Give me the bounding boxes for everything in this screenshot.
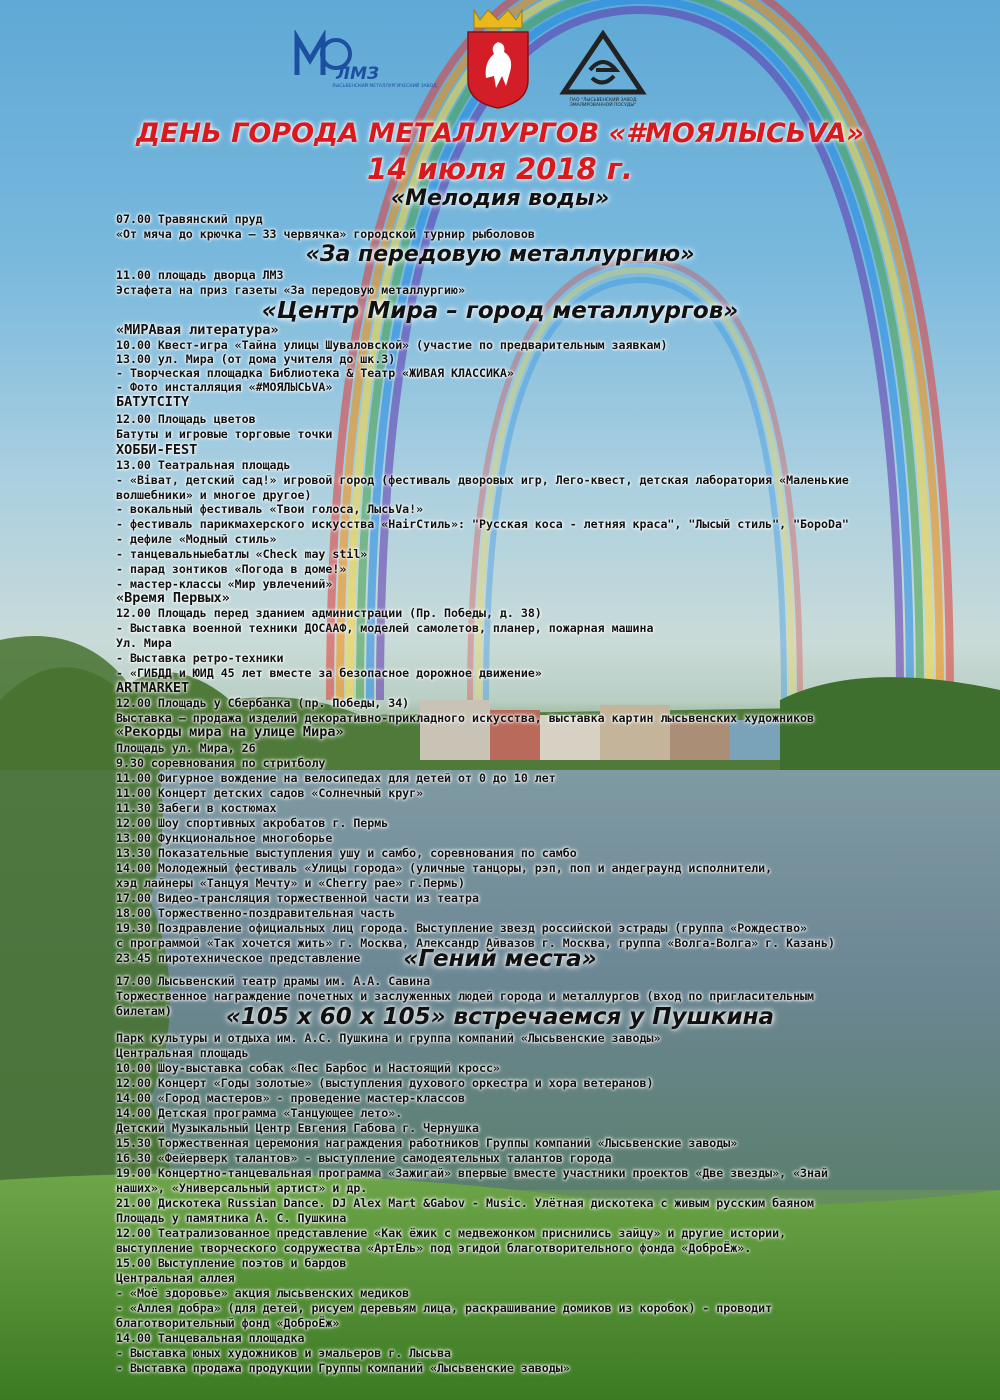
section-heading-melody: «Мелодия воды» bbox=[390, 186, 610, 211]
schedule-line: 12.00 Шоу спортивных акробатов г. Пермь bbox=[116, 816, 389, 830]
schedule-line: 9.30 соревнования по стритболу bbox=[116, 756, 326, 770]
schedule-line: Батуты и игровые торговые точки bbox=[116, 427, 333, 441]
schedule-line: Площадь ул. Мира, 26 bbox=[116, 741, 256, 755]
subsection-title: ХОББИ-FEST bbox=[116, 442, 198, 458]
schedule-line: Ул. Мира bbox=[116, 636, 172, 650]
schedule-line: 11.00 Концерт детских садов «Солнечный круг» bbox=[116, 786, 424, 800]
enamel-factory-icon bbox=[548, 30, 658, 96]
schedule-line: 23.45 пиротехническое представление bbox=[116, 951, 361, 965]
schedule-line: 17.00 Видео-трансляция торжественной части из театра bbox=[116, 891, 479, 905]
schedule-line: выступление творческого содружества «АртЕль» под эгидой благотворительного фонда «ДоброЁж». bbox=[116, 1241, 752, 1255]
schedule-line: 12.00 Площадь перед зданием администрации (Пр. Победы, д. 38) bbox=[116, 606, 542, 620]
schedule-line: 19.00 Концертно-танцевальная программа «Зажигай» впервые вместе участники проектов «Две звезды», «Знай bbox=[116, 1166, 828, 1180]
enamel-factory-logo bbox=[548, 30, 658, 112]
schedule-line: - Выставка юных художников и эмальеров г. Лысьва bbox=[116, 1346, 452, 1360]
schedule-line: Площадь у памятника А. С. Пушкина bbox=[116, 1211, 347, 1225]
poster-title: ДЕНЬ ГОРОДА МЕТАЛЛУРГОВ «#МОЯЛЫСЬVA» bbox=[136, 118, 864, 149]
schedule-line: благотворительный фонд «ДоброЁж» bbox=[116, 1316, 340, 1330]
schedule-line: 16.30 «Фейерверк талантов» - выступление самодеятельных талантов города bbox=[116, 1151, 612, 1165]
schedule-line: 18.00 Торжественно-поздравительная часть bbox=[116, 906, 396, 920]
schedule-line: Выставка – продажа изделий декоративно-прикладного искусства, выставка картин лысьвенских художников bbox=[116, 711, 815, 725]
schedule-line: 10.00 Шоу-выставка собак «Пес Барбос и Настоящий кросс» bbox=[116, 1061, 500, 1075]
schedule-line: 12.00 Концерт «Годы золотые» (выступления духового оркестра и хора ветеранов) bbox=[116, 1076, 654, 1090]
subsection-title: «МИРАвая литература» bbox=[116, 322, 279, 338]
schedule-line: 11.00 площадь дворца ЛМЗ bbox=[116, 268, 284, 282]
schedule-line: - танцевальныебатлы «Check may stil» bbox=[116, 547, 368, 561]
schedule-line: 11.00 Фигурное вождение на велосипедах для детей от 0 до 10 лет bbox=[116, 771, 556, 785]
schedule-line: 14.00 «Город мастеров» - проведение мастер-классов bbox=[116, 1091, 466, 1105]
schedule-line: Торжественное награждение почетных и заслуженных людей города и металлургов (вход по пригласительным bbox=[116, 989, 815, 1003]
schedule-line: 12.00 Площадь цветов bbox=[116, 412, 256, 426]
schedule-line: 13.00 Функциональное многоборье bbox=[116, 831, 333, 845]
enamel-factory-subtitle: ПАО "ЛЫСЬВЕНСКИЙ ЗАВОД ЭМАЛИРОВАННОЙ ПОСУДЫ" bbox=[569, 98, 637, 108]
schedule-line: 15.00 Выступление поэтов и бардов bbox=[116, 1256, 347, 1270]
schedule-line: - «Аллея добра» (для детей, рисуем деревьям лица, раскрашивание домиков из коробок) - проводит bbox=[116, 1301, 773, 1315]
schedule-line: - Фото инсталляция «#МОЯЛЫСЬVA» bbox=[116, 380, 333, 394]
schedule-line: 10.00 Квест-игра «Тайна улицы Шуваловской» (участие по предварительным заявкам) bbox=[116, 338, 668, 352]
schedule-line: с программой «Так хочется жить» г. Москва, Александр Айвазов г. Москва, группа «Волга-Волга» г. Казань) bbox=[116, 936, 835, 950]
schedule-line: 12.00 Театрализованное представление «Как ёжик с медвежонком приснились зайцу» и другие истории, bbox=[116, 1226, 787, 1240]
schedule-line: - парад зонтиков «Погода в доме!» bbox=[116, 562, 347, 576]
schedule-line: «От мяча до крючка – 33 червячка» городской турнир рыболовов bbox=[116, 227, 535, 241]
schedule-line: 17.00 Лысьвенский театр драмы им. А.А. Савина bbox=[116, 974, 431, 988]
subsection-title: БАТУТCITY bbox=[116, 394, 190, 410]
schedule-line: 13.30 Показательные выступления ушу и самбо, соревнования по самбо bbox=[116, 846, 577, 860]
subsection-title: «Время Первых» bbox=[116, 590, 230, 606]
schedule-line: - вокальный фестиваль «Твои голоса, ЛысьVa!» bbox=[116, 502, 424, 516]
schedule-line: - Выставка ретро-техники bbox=[116, 651, 284, 665]
schedule-line: - Творческая площадка Библиотека & Театр «ЖИВАЯ КЛАССИКА» bbox=[116, 366, 514, 380]
lmz-logo bbox=[292, 30, 452, 100]
lmz-logo-text: ЛМЗ bbox=[336, 64, 380, 84]
section-heading-world-center: «Центр Мира – город металлургов» bbox=[261, 298, 739, 324]
subsection-title: «Рекорды мира на улице Мира» bbox=[116, 724, 344, 740]
schedule-line: - «Віват, детский сад!» игровой город (фестиваль дворовых игр, Лего-квест, детская лаборатория «Маленькие bbox=[116, 473, 849, 487]
section-heading-pushkin: «105 х 60 х 105» встречаемся у Пушкина bbox=[225, 1004, 775, 1030]
schedule-line: 13.00 Театральная площадь bbox=[116, 458, 291, 472]
poster-date: 14 июля 2018 г. bbox=[367, 152, 633, 186]
schedule-line: 19.30 Поздравление официальных лиц города. Выступление звезд российской эстрады (группа «Рождество» bbox=[116, 921, 808, 935]
schedule-line: 14.00 Детская программа «Танцующее лето». bbox=[116, 1106, 403, 1120]
schedule-line: Парк культуры и отдыха им. А.С. Пушкина и группа компаний «Лысьвенские заводы» bbox=[116, 1031, 661, 1045]
schedule-line: Эстафета на приз газеты «За передовую металлургию» bbox=[116, 283, 466, 297]
schedule-line: Центральная площадь bbox=[116, 1046, 249, 1060]
schedule-line: - «Моё здоровье» акция лысьвенских медиков bbox=[116, 1286, 410, 1300]
section-heading-genius-loci: «Гений места» bbox=[403, 946, 597, 972]
city-crest-icon bbox=[460, 6, 536, 110]
schedule-line: 11.30 Забеги в костюмах bbox=[116, 801, 277, 815]
schedule-line: волшебники» и многое другое) bbox=[116, 488, 312, 502]
schedule-line: - мастер-классы «Мир увлечений» bbox=[116, 577, 333, 591]
schedule-line: билетам) bbox=[116, 1004, 172, 1018]
schedule-line: 12.00 Площадь у Сбербанка (пр. Победы, 34) bbox=[116, 696, 410, 710]
schedule-line: наших», «Универсальный артист» и др. bbox=[116, 1181, 368, 1195]
schedule-line: - дефиле «Модный стиль» bbox=[116, 532, 277, 546]
schedule-line: 14.00 Молодежный фестиваль «Улицы города» (уличные танцоры, рэп, поп и андеграунд исполнители, bbox=[116, 861, 773, 875]
schedule-line: Центральная аллея bbox=[116, 1271, 235, 1285]
schedule-line: 13.00 ул. Мира (от дома учителя до шк.3) bbox=[116, 352, 396, 366]
schedule-line: Детский Музыкальный Центр Евгения Габова г. Чернушка bbox=[116, 1121, 479, 1135]
lmz-logo-subtitle: ЛЫСЬВЕНСКИЙ МЕТАЛЛУРГИЧЕСКИЙ ЗАВОД bbox=[332, 84, 437, 89]
schedule-line: 07.00 Травянский пруд bbox=[116, 212, 263, 226]
schedule-line: хэд лайнеры «Танцуя Мечту» и «Cherry рае» г.Пермь) bbox=[116, 876, 466, 890]
schedule-line: 15.30 Торжественная церемония награждения работников Группы компаний «Лысьвенские заводы» bbox=[116, 1136, 738, 1150]
schedule-line: 21.00 Дискотека Russian Dance. DJ Alex Mart &Gabov - Music. Улётная дискотека с живым русским баяном bbox=[116, 1196, 815, 1210]
schedule-line: - «ГИБДД и ЮИД 45 лет вместе за безопасное дорожное движение» bbox=[116, 666, 542, 680]
schedule-line: 14.00 Танцевальная площадка bbox=[116, 1331, 305, 1345]
schedule-line: - Выставка военной техники ДОСААФ, моделей самолетов, планер, пожарная машина bbox=[116, 621, 654, 635]
schedule-line: - Выставка продажа продукции Группы компаний «Лысьвенские заводы» bbox=[116, 1361, 570, 1375]
city-crest bbox=[460, 6, 536, 110]
subsection-title: ARTMARKET bbox=[116, 680, 190, 696]
section-heading-metallurgy: «За передовую металлургию» bbox=[305, 242, 695, 267]
schedule-line: - фестиваль парикмахерского искусства «HairСтиль»: "Русская коса - летняя краса", "Лысый стиль", "БороDa" bbox=[116, 517, 849, 531]
